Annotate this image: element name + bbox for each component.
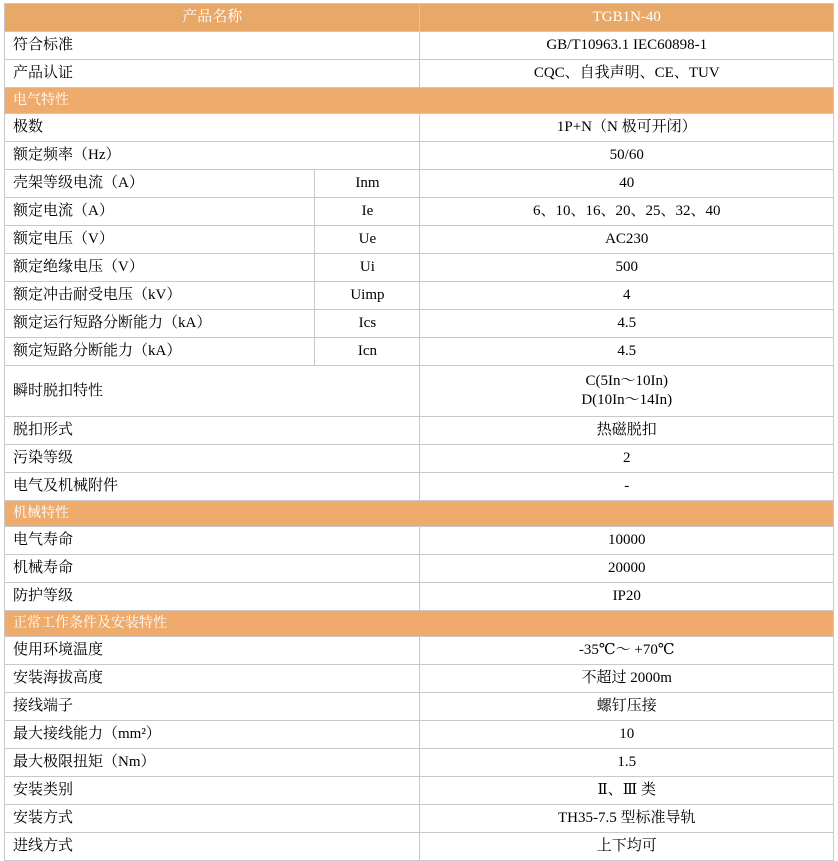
row-value: 4.5	[420, 338, 834, 366]
row-label: 安装方式	[5, 805, 420, 833]
table-row	[5, 226, 834, 254]
table-row	[5, 60, 834, 88]
row-symbol: Inm	[315, 170, 420, 198]
row-value: 螺钉压接	[420, 693, 834, 721]
row-label: 符合标准	[5, 32, 420, 60]
row-symbol: Uimp	[315, 282, 420, 310]
table-row	[5, 254, 834, 282]
table-row	[5, 833, 834, 861]
row-symbol: Ue	[315, 226, 420, 254]
row-value: 20000	[420, 555, 834, 583]
table-row	[5, 637, 834, 665]
table-row	[5, 527, 834, 555]
row-value: 10000	[420, 527, 834, 555]
table-row	[5, 32, 834, 60]
row-label: 最大接线能力（mm²）	[5, 721, 420, 749]
row-value-line2: D(10In～14In)	[581, 392, 673, 408]
table-row	[5, 665, 834, 693]
row-value: 1P+N（N 极可开闭）	[420, 114, 834, 142]
row-symbol: Icn	[315, 338, 420, 366]
table-row	[5, 749, 834, 777]
row-label: 接线端子	[5, 693, 420, 721]
row-label: 防护等级	[5, 583, 420, 611]
row-label: 壳架等级电流（A）	[5, 170, 315, 198]
row-value: 10	[420, 721, 834, 749]
row-label: 电气寿命	[5, 527, 420, 555]
section-label: 机械特性	[5, 501, 834, 527]
row-label: 使用环境温度	[5, 637, 420, 665]
row-symbol: Ie	[315, 198, 420, 226]
row-value: TH35-7.5 型标准导轨	[420, 805, 834, 833]
spec-table-body	[5, 4, 834, 861]
row-value: IP20	[420, 583, 834, 611]
row-label: 进线方式	[5, 833, 420, 861]
row-value: AC230	[420, 226, 834, 254]
table-row	[5, 198, 834, 226]
row-value: CQC、自我声明、CE、TUV	[420, 60, 834, 88]
section-header-electrical	[5, 88, 834, 114]
row-value: 上下均可	[420, 833, 834, 861]
table-header-row	[5, 4, 834, 32]
table-row	[5, 777, 834, 805]
row-label: 额定冲击耐受电压（kV）	[5, 282, 315, 310]
table-row	[5, 693, 834, 721]
table-row	[5, 555, 834, 583]
section-label: 电气特性	[5, 88, 834, 114]
table-row	[5, 114, 834, 142]
row-label: 极数	[5, 114, 420, 142]
table-row	[5, 805, 834, 833]
table-row	[5, 170, 834, 198]
table-row	[5, 473, 834, 501]
table-row	[5, 583, 834, 611]
row-value: -35℃～ +70℃	[420, 637, 834, 665]
row-label: 污染等级	[5, 445, 420, 473]
row-label: 额定运行短路分断能力（kA）	[5, 310, 315, 338]
row-label: 额定绝缘电压（V）	[5, 254, 315, 282]
row-value: 2	[420, 445, 834, 473]
row-label: 电气及机械附件	[5, 473, 420, 501]
table-row	[5, 142, 834, 170]
product-name-header: 产品名称	[5, 4, 420, 32]
row-value-line1: C(5In～10In)	[585, 373, 668, 390]
row-symbol: Ics	[315, 310, 420, 338]
row-value: 50/60	[420, 142, 834, 170]
row-value: 4.5	[420, 310, 834, 338]
row-label: 脱扣形式	[5, 417, 420, 445]
row-value: 1.5	[420, 749, 834, 777]
table-row	[5, 721, 834, 749]
section-label: 正常工作条件及安装特性	[5, 611, 834, 637]
row-label: 安装海拔高度	[5, 665, 420, 693]
row-label: 额定短路分断能力（kA）	[5, 338, 315, 366]
table-row	[5, 310, 834, 338]
row-value: GB/T10963.1 IEC60898-1	[420, 32, 834, 60]
row-label: 安装类别	[5, 777, 420, 805]
table-row	[5, 445, 834, 473]
table-row	[5, 417, 834, 445]
product-spec-table	[4, 3, 834, 861]
row-value: -	[420, 473, 834, 501]
row-value: 500	[420, 254, 834, 282]
table-row	[5, 366, 834, 417]
row-value: Ⅱ、Ⅲ 类	[420, 777, 834, 805]
table-row	[5, 338, 834, 366]
section-header-operating-conditions	[5, 611, 834, 637]
row-value: 不超过 2000m	[420, 665, 834, 693]
row-value: 热磁脱扣	[420, 417, 834, 445]
row-label: 额定电压（V）	[5, 226, 315, 254]
row-value: 6、10、16、20、25、32、40	[420, 198, 834, 226]
row-label: 额定电流（A）	[5, 198, 315, 226]
row-symbol: Ui	[315, 254, 420, 282]
row-label: 机械寿命	[5, 555, 420, 583]
row-label: 最大极限扭矩（Nm）	[5, 749, 420, 777]
product-model-value: TGB1N-40	[420, 4, 834, 32]
row-label: 瞬时脱扣特性	[5, 366, 420, 417]
section-header-mechanical	[5, 501, 834, 527]
row-label: 产品认证	[5, 60, 420, 88]
row-value: 4	[420, 282, 834, 310]
table-row	[5, 282, 834, 310]
row-value-multiline	[420, 366, 834, 417]
row-label: 额定频率（Hz）	[5, 142, 420, 170]
row-value: 40	[420, 170, 834, 198]
